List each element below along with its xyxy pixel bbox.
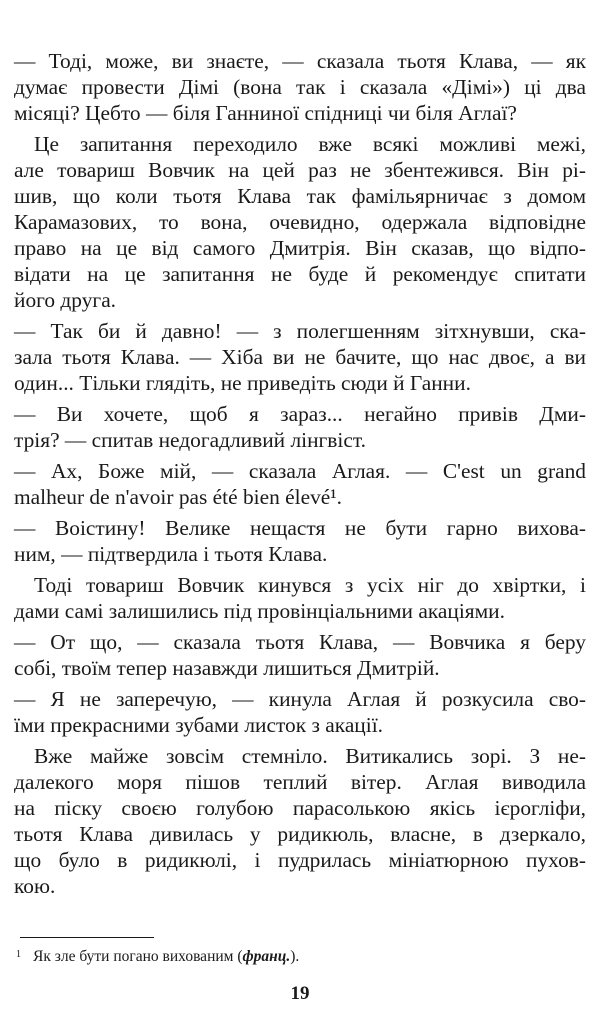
text-line: право на це від самого Дмитрія. Він сказав, що відпо- (14, 236, 586, 260)
footnote-language: франц. (242, 948, 291, 965)
footnote-rule (20, 937, 154, 938)
text-line: — Ах, Боже мій, — сказала Аглая. — C'est un grand (14, 459, 586, 483)
text-line: місяці? Цебто — біля Ганниної спідниці чи біля Аглаї? (14, 101, 517, 125)
text-line: далекого моря пішов теплий вітер. Аглая виводила (14, 770, 586, 794)
text-line: ним, — підтвердила і тьотя Клава. (14, 542, 328, 566)
text-line: трія? — спитав недогадливий лінгвіст. (14, 428, 366, 452)
text-line: їми прекрасними зубами листок з акації. (14, 713, 383, 737)
text-line: один... Тільки глядіть, не приведіть сюди й Ганни. (14, 371, 471, 395)
text-line: що було в ридикюлі, і пудрилась мініатюрною пухов- (14, 848, 586, 872)
text-line: Це запитання переходило вже всякі можливі межі, (34, 132, 586, 156)
text-line: — Так би й давно! — з полегшенням зітхнувши, ска- (14, 319, 586, 343)
text-line: malheur de n'avoir pas été bien élevé¹. (14, 485, 343, 509)
text-line: його друга. (14, 288, 117, 312)
text-line: кою. (14, 874, 56, 898)
text-line: тьотя Клава дивилась у ридикюль, власне, в дзеркало, (14, 822, 586, 846)
text-line: — От що, — сказала тьотя Клава, — Вовчика я беру (14, 630, 586, 654)
footnote-close: ). (290, 948, 300, 965)
text-line: шив, що коли тьотя Клава так фамільярничає з домом (14, 184, 586, 208)
footnote-text: Як зле бути погано вихованим ( (33, 948, 243, 965)
text-line: на піску своєю голубою парасолькою якісь ієрогліфи, (14, 796, 586, 820)
text-line: — Ви хочете, щоб я зараз... негайно привів Дми- (14, 402, 586, 426)
text-line: зала тьотя Клава. — Хіба ви не бачите, що нас двоє, а ви (14, 345, 586, 369)
text-line: — Я не заперечую, — кинула Аглая й розкусила сво- (14, 687, 586, 711)
text-line: Карамазових, то вона, очевидно, одержала відповідне (14, 210, 586, 234)
text-line: Тоді товариш Вовчик кинувся з усіх ніг до хвіртки, і (34, 573, 586, 597)
text-line: — Воістину! Велике нещастя не бути гарно вихова- (14, 516, 586, 540)
footnote (16, 944, 299, 968)
footnote-mark: 1 (16, 949, 21, 960)
text-line: собі, твоїм тепер назавжди лишиться Дмитрій. (14, 656, 440, 680)
text-line: думає провести Дімі (вона так і сказала «Дімі») ці два (14, 75, 586, 99)
page-number: 19 (290, 983, 310, 1004)
text-line: але товариш Вовчик на цей раз не збентежився. Він рі- (14, 158, 586, 182)
text-line: Вже майже зовсім стемніло. Витикались зорі. З не- (34, 744, 586, 768)
text-line: відати на це запитання не буде й рекомендує спитати (14, 262, 586, 286)
text-line: дами самі залишились під провінціальними акаціями. (14, 599, 505, 623)
text-line: — Тоді, може, ви знаєте, — сказала тьотя Клава, — як (14, 49, 586, 73)
